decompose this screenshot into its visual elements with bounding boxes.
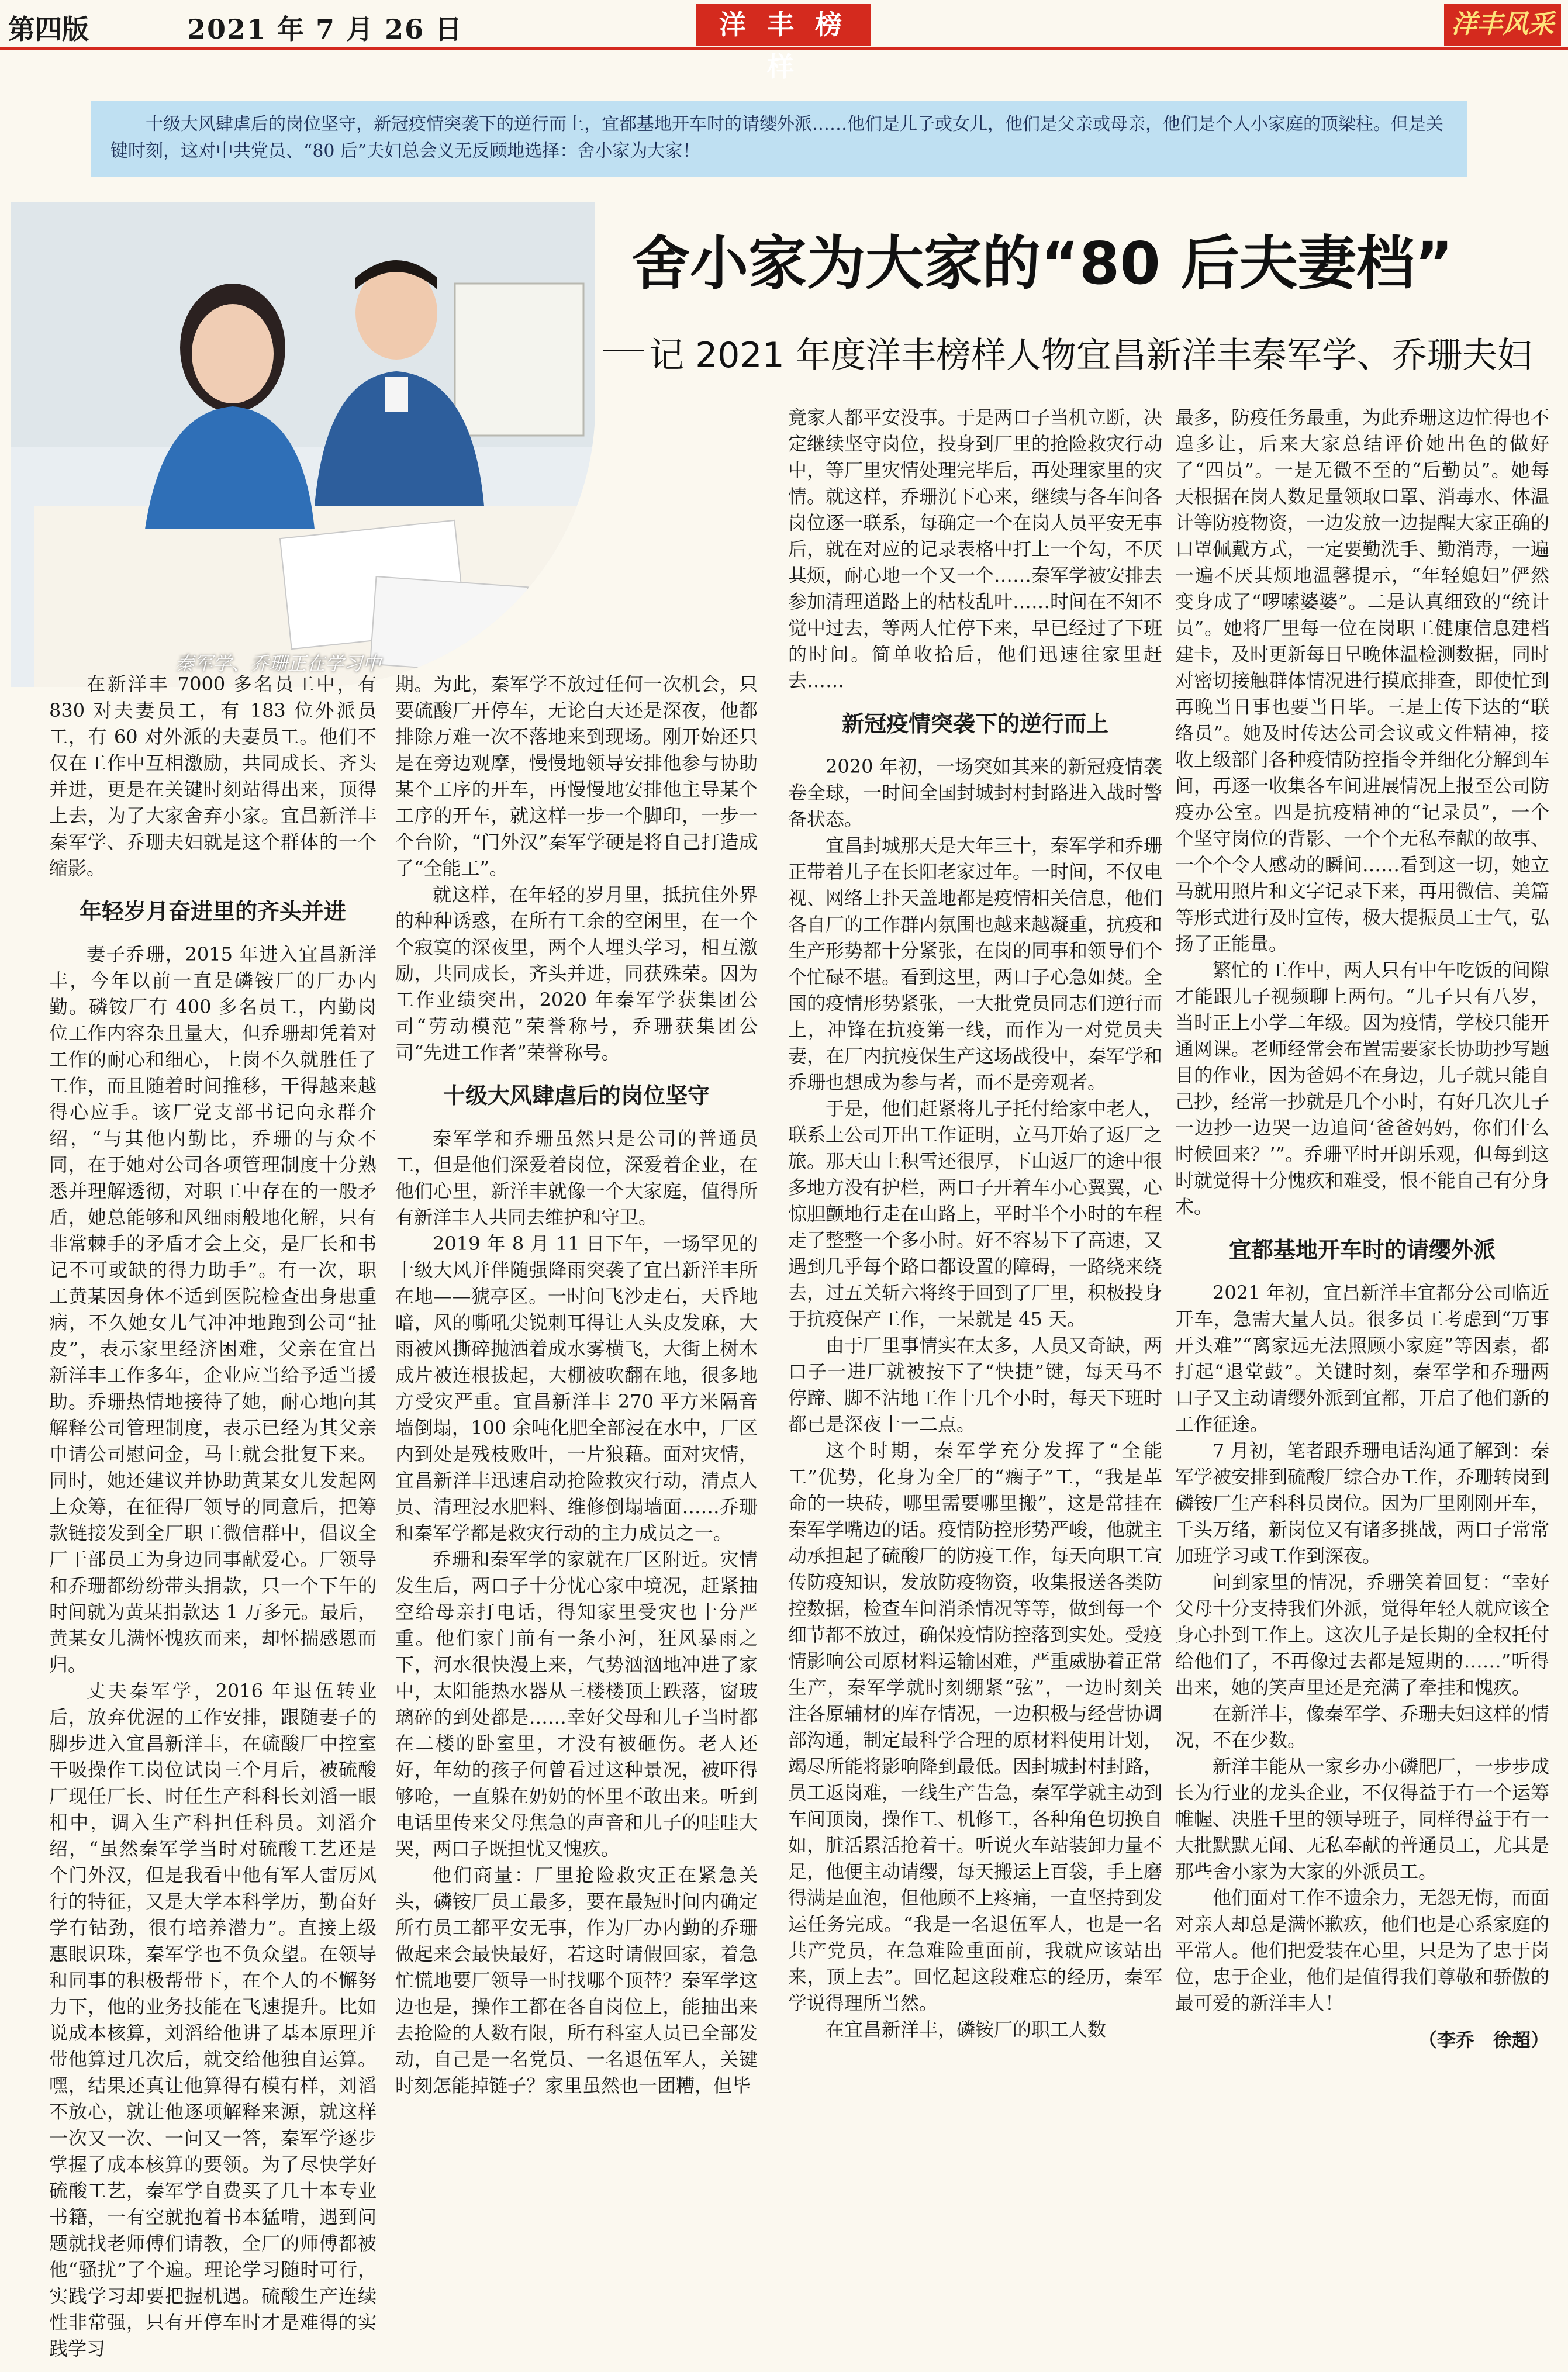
paragraph: 就这样，在年轻的岁月里，抵抗住外界的种种诱惑，在所有工余的空闲里，在一个个寂寞的深夜里，两个人埋头学习，相互激励，共同成长，齐头并进，同获殊荣。因为工作业绩突出，2020 年秦军学获集团公司“劳动模范”荣誉称号，乔珊获集团公司“先进工作者”荣誉称号。 — [395, 883, 758, 1064]
paragraph: 2020 年初，一场突如其来的新冠疫情袭卷全球，一时间全国封城封村封路进入战时警备状态。 — [788, 755, 1162, 830]
paragraph: 在新洋丰 7000 多名员工中，有 830 对夫妻员工，有 183 位外派员工，有 60 对外派的夫妻员工。他们不仅在工作中互相激励，共同成长、齐头并进，更是在关键时刻站得出来，顶得上去，为了大家舍弃小家。宜昌新洋丰秦军学、乔珊夫妇就是这个群体的一个缩影。 — [49, 673, 377, 879]
article-column-2 — [395, 671, 758, 2361]
paragraph: 于是，他们赶紧将儿子托付给家中老人，联系上公司开出工作证明，立马开始了返厂之旅。那天山上积雪还很厚，下山返厂的途中很多地方没有护栏，两口子开着车小心翼翼，心惊胆颤地行走在山路上，平时半个小时的车程走了整整一个多小时。好不容易下了高速，又遇到几乎每个路口都设置的障碍，一路绕来绕去，过五关斩六将终于回到了厂里，积极投身于抗疫保产工作，一呆就是 45 天。 — [788, 1097, 1162, 1330]
issue-date: 2021 年 7 月 26 日 — [187, 13, 464, 45]
photo-caption: 秦军学、乔珊正在学习中 — [175, 652, 382, 675]
paragraph: 他们面对工作不遗余力，无怨无悔，而面对亲人却总是满怀歉疚，他们也是心系家庭的平常人。他们把爱装在心里，只是为了忠于岗位，忠于企业，他们是值得我们尊敬和骄傲的最可爱的新洋丰人！ — [1175, 1887, 1549, 2014]
paragraph: 在新洋丰，像秦军学、乔珊夫妇这样的情况，不在少数。 — [1175, 1703, 1549, 1751]
paragraph: 7 月初，笔者跟乔珊电话沟通了解到：秦军学被安排到硫酸厂综合办工作，乔珊转岗到磷铵厂生产科科员岗位。因为厂里刚刚开车，千头万绪，新岗位又有诸多挑战，两口子常常加班学习或工作到深夜。 — [1175, 1439, 1549, 1567]
paragraph: 他们商量：厂里抢险救灾正在紧急关头，磷铵厂员工最多，要在最短时间内确定所有员工都平安无事，作为厂办内勤的乔珊做起来会最快最好，若这时请假回家，着急忙慌地要厂领导一时找哪个顶替？秦军学这边也是，操作工都在各自岗位上，能抽出来去抢险的人数有限，所有科室人员已全部发动，自己是一名党员、一名退伍军人，关键时刻怎能掉链子？家里虽然也一团糟，但毕 — [395, 1864, 758, 2097]
paragraph: 乔珊和秦军学的家就在厂区附近。灾情发生后，两口子十分忧心家中境况，赶紧抽空给母亲打电话，得知家里受灾也十分严重。他们家门前有一条小河，狂风暴雨之下，河水很快漫上来，气势汹汹地冲进了家中，太阳能热水器从三楼楼顶上跌落，窗玻璃碎的到处都是……幸好父母和儿子当时都在二楼的卧室里，才没有被砸伤。老人还好，年幼的孩子何曾看过这种景况，被吓得够呛，一直躲在奶奶的怀里不敢出来。听到电话里传来父母焦急的声音和儿子的哇哇大哭，两口子既担忧又愧疚。 — [395, 1548, 758, 1860]
paragraph: 妻子乔珊，2015 年进入宜昌新洋丰，今年以前一直是磷铵厂的厂办内勤。磷铵厂有 400 多名员工，内勤岗位工作内容杂且量大，但乔珊却凭着对工作的耐心和细心，上岗不久就胜任了工作，而且随着时间推移，干得越来越得心应手。该厂党支部书记向永群介绍，“与其他内勤比，乔珊的与众不同，在于她对公司各项管理制度十分熟悉并理解透彻，对职工中存在的一般矛盾，她总能够和风细雨般地化解，只有非常棘手的矛盾才会上交，是厂长和书记不可或缺的得力助手”。有一次，职工黄某因身体不适到医院检查出身患重病，不久她女儿气冲冲地跑到公司“扯皮”，表示家里经济困难，父亲在宜昌新洋丰工作多年，企业应当给予适当援助。乔珊热情地接待了她，耐心地向其解释公司管理制度，表示已经为其父亲申请公司慰问金，马上就会批复下来。同时，她还建议并协助黄某女儿发起网上众筹，在征得厂领导的同意后，把筹款链接发到全厂职工微信群中，倡议全厂干部员工为身边同事献爱心。厂领导和乔珊都纷纷带头捐款，只一个下午的时间就为黄某捐款达 1 万多元。最后，黄某女儿满怀愧疚而来，却怀揣感恩而归。 — [49, 943, 377, 1676]
section-tag: 洋 丰 榜 样 — [696, 4, 871, 46]
article-column-3 — [788, 405, 1162, 2366]
article-column-4 — [1175, 405, 1549, 2366]
paragraph: 宜昌封城那天是大年三十，秦军学和乔珊正带着儿子在长阳老家过年。一时间，不仅电视、网络上扑天盖地都是疫情相关信息，他们各自厂的工作群内氛围也越来越凝重，抗疫和生产形势都十分紧张，在岗的同事和领导们个个忙碌不堪。看到这里，两口子心急如焚。全国的疫情形势紧张，一大批党员同志们逆行而上，冲锋在抗疫第一线，而作为一对党员夫妻，在厂内抗疫保生产这场战役中，秦军学和乔珊也想成为参与者，而不是旁观者。 — [788, 834, 1162, 1093]
paragraph: 2021 年初，宜昌新洋丰宜都分公司临近开车，急需大量人员。很多员工考虑到“万事开头难”“离家远无法照顾小家庭”等因素，都打起“退堂鼓”。关键时刻，秦军学和乔珊两口子又主动请缨外派到宜都，开启了他们新的工作征途。 — [1175, 1282, 1549, 1435]
paragraph: 2019 年 8 月 11 日下午，一场罕见的十级大风并伴随强降雨突袭了宜昌新洋丰所在地——猇亭区。一时间飞沙走石，天昏地暗，风的嘶吼尖锐刺耳得让人头皮发麻，大雨被风撕碎抛洒着成水雾横飞，大街上树木成片被连根拔起，大棚被吹翻在地，很多地方受灾严重。宜昌新洋丰 270 平方米隔音墙倒塌，100 余吨化肥全部浸在水中，厂区内到处是残枝败叶，一片狼藉。面对灾情，宜昌新洋丰迅速启动抢险救灾行动，清点人员、清理浸水肥料、维修倒塌墙面……乔珊和秦军学都是救灾行动的主力成员之一。 — [395, 1232, 758, 1544]
paragraph: 最多，防疫任务最重，为此乔珊这边忙得也不遑多让，后来大家总结评价她出色的做好了“四员”。一是无微不至的“后勤员”。她每天根据在岗人数足量领取口罩、消毒水、体温计等防疫物资，一边发放一边提醒大家正确的口罩佩戴方式，一定要勤洗手、勤消毒，一遍一遍不厌其烦地温馨提示，“年轻媳妇”俨然变身成了“啰嗦婆婆”。二是认真细致的“统计员”。她将厂里每一位在岗职工健康信息建档建卡，及时更新每日早晚体温检测数据，同时对密切接触群体情况进行摸底排查，即使忙到再晚当日事也要当日毕。三是上传下达的“联络员”。她及时传达公司会议或文件精神，接收上级部门各种疫情防控指令并细化分解到车间，再逐一收集各车间进展情况上报至公司防疫办公室。四是抗疫精神的“记录员”，一个个坚守岗位的背影、一个个无私奉献的故事、一个个令人感动的瞬间……看到这一切，她立马就用照片和文字记录下来，再用微信、美篇等形式进行及时宣传，极大提振员工士气，弘扬了正能量。 — [1175, 406, 1549, 955]
paragraph: 竟家人都平安没事。于是两口子当机立断，决定继续坚守岗位，投身到厂里的抢险救灾行动中，等厂里灾情处理完毕后，再处理家里的灾情。就这样，乔珊沉下心来，继续与各车间各岗位逐一联系，每确定一个在岗人员平安无事后，就在对应的记录表格中打上一个勾，不厌其烦，耐心地一个又一个……秦军学被安排去参加清理道路上的枯枝乱叶……时间在不知不觉中过去，等两人忙停下来，早已经过了下班的时间。简单收拾后，他们迅速往家里赶去…… — [788, 406, 1162, 692]
article-column-1 — [49, 671, 377, 2361]
paragraph: 在宜昌新洋丰，磷铵厂的职工人数 — [826, 2018, 1107, 2040]
paragraph: 秦军学和乔珊虽然只是公司的普通员工，但是他们深爱着岗位，深爱着企业，在他们心里，新洋丰就像一个大家庭，值得所有新洋丰人共同去维护和守卫。 — [395, 1127, 758, 1228]
intro-box: 十级大风肆虐后的岗位坚守，新冠疫情突袭下的逆行而上，宜都基地开车时的请缨外派……他们是儿子或女儿，他们是父亲或母亲，他们是个人小家庭的顶梁柱。但是关键时刻，这对中共党员、“80 后”夫妇总会义无反顾地选择：舍小家为大家！ — [91, 101, 1467, 177]
photo-illustration — [11, 202, 595, 687]
section-heading: 年轻岁月奋进里的齐头并进 — [79, 899, 346, 924]
paragraph: 新洋丰能从一家乡办小磷肥厂，一步步成长为行业的龙头企业，不仅得益于有一个运筹帷幄、决胜千里的领导班子，同样得益于有一大批默默无闻、无私奉献的普通员工，尤其是那些舍小家为大家的外派员工。 — [1175, 1755, 1549, 1883]
paragraph: 由于厂里事情实在太多，人员又奇缺，两口子一进厂就被按下了“快捷”键，每天马不停蹄、脚不沾地工作十几个小时，每天下班时都已是深夜十一二点。 — [788, 1334, 1162, 1435]
header-rule — [0, 47, 1568, 50]
paragraph: 期。为此，秦军学不放过任何一次机会，只要硫酸厂开停车，无论白天还是深夜，他都排除万难一次不落地来到现场。刚开始还只是在旁边观摩，慢慢地领导安排他参与协助某个工序的开车，再慢慢地安排他主导某个工序的开车，就这样一步一个脚印，一步一个台阶，“门外汉”秦军学硬是将自己打造成了“全能工”。 — [395, 673, 758, 879]
masthead-logo: 洋丰风采 — [1444, 4, 1561, 46]
paragraph: 问到家里的情况，乔珊笑着回复：“幸好父母十分支持我们外派，觉得年轻人就应该全身心扑到工作上。这次儿子是长期的全权托付给他们了，不再像过去都是短期的……”听得出来，她的笑声里还是充满了牵挂和愧疚。 — [1175, 1571, 1549, 1698]
article-photo — [11, 202, 595, 687]
paragraph: 繁忙的工作中，两人只有中午吃饭的间隙才能跟儿子视频聊上两句。“儿子只有八岁，当时正上小学二年级。因为疫情，学校只能开通网课。老师经常会布置需要家长协助抄写题目的作业，因为爸妈不在身边，儿子就只能自己抄，经常一抄就是几个小时，有好几次儿子一边抄一边哭一边追问‘爸爸妈妈，你们什么时候回来？’”。乔珊平时开朗乐观，但每到这时就觉得十分愧疚和难受，恨不能自己有分身术。 — [1175, 959, 1549, 1218]
page-header — [0, 0, 1568, 82]
paragraph: 这个时期，秦军学充分发挥了“全能工”优势，化身为全厂的“瘸子”工，“我是革命的一块砖，哪里需要哪里搬”，这是常挂在秦军学嘴边的话。疫情防控形势严峻，他就主动承担起了硫酸厂的防疫工作，每天向职工宣传防疫知识，发放防疫物资，收集报送各类防控数据，检查车间消杀情况等等，做到每一个细节都不放过，确保疫情防控落到实处。受疫情影响公司原材料运输困难，严重威胁着正常生产，秦军学就时刻绷紧“弦”，一边时刻关注各原辅材的库存情况，一边积极与经营协调部沟通，制定最科学合理的原材料使用计划，竭尽所能将影响降到最低。因封城封村封路，员工返岗难，一线生产告急，秦军学就主动到车间顶岗，操作工、机修工，各种角色切换自如，脏活累活抢着干。听说火车站装卸力量不足，他便主动请缨，每天搬运上百袋，手上磨得满是血泡，但他顾不上疼痛，一直坚持到发运任务完成。“我是一名退伍军人，也是一名共产党员，在急难险重面前，我就应该站出来，顶上去”。回忆起这段难忘的经历，秦军学说得理所当然。 — [788, 1439, 1162, 2014]
section-heading: 十级大风肆虐后的岗位坚守 — [443, 1083, 710, 1109]
section-heading: 新冠疫情突袭下的逆行而上 — [841, 711, 1108, 737]
subheadline — [608, 327, 1555, 378]
edition-label: 第四版 — [8, 13, 89, 45]
paragraph: 丈夫秦军学，2016 年退伍转业后，放弃优渥的工作安排，跟随妻子的脚步进入宜昌新洋丰，在硫酸厂中控室干吸操作工岗位试岗三个月后，被硫酸厂现任厂长、时任生产科科长刘滔一眼相中，调入生产科担任科员。刘滔介绍，“虽然秦军学当时对硫酸工艺还是个门外汉，但是我看中他有军人雷厉风行的特征，又是大学本科学历，勤奋好学有钻劲，很有培养潜力”。直接上级惠眼识珠，秦军学也不负众望。在领导和同事的积极帮带下，在个人的不懈努力下，他的业务技能在飞速提升。比如说成本核算，刘滔给他讲了基本原理并带他算过几次后，就交给他独自运算。嘿，结果还真让他算得有模有样，刘滔不放心，就让他逐项解释来源，就这样一次又一次、一问又一答，秦军学逐步掌握了成本核算的要领。为了尽快学好硫酸工艺，秦军学自费买了几十本专业书籍，一有空就抱着书本猛啃，遇到问题就找老师傅们请教，全厂的师傅都被他“骚扰”了个遍。理论学习随时可行，实践学习却要把握机遇。硫酸生产连续性非常强，只有开停车时才是难得的实践学习 — [49, 1680, 377, 2360]
headline: 舍小家为大家的“80 后夫妻档” — [631, 229, 1453, 298]
byline: （李乔 徐超） — [1418, 2029, 1549, 2051]
subheadline-text: 记 2021 年度洋丰榜样人物宜昌新洋丰秦军学、乔珊夫妇 — [649, 335, 1532, 376]
section-heading: 宜都基地开车时的请缨外派 — [1228, 1237, 1496, 1263]
